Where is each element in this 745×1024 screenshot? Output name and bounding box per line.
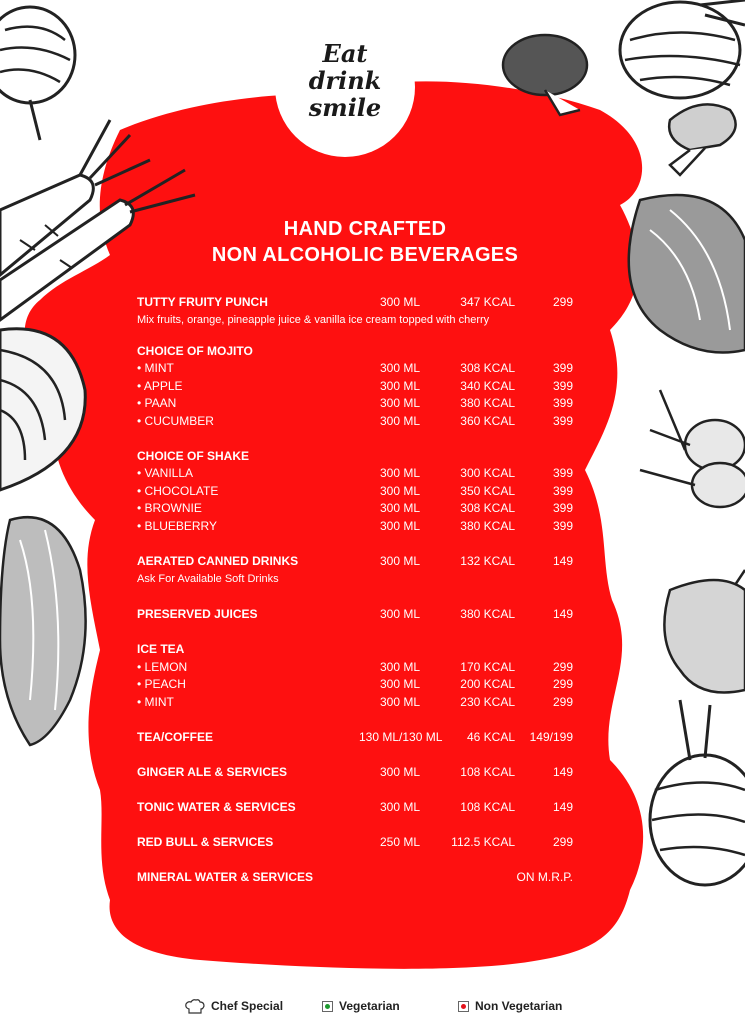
item-volume: 300 ML [380, 660, 421, 674]
item-name: • CUCUMBER [137, 414, 214, 428]
menu-heading-line2: NON ALCOHOLIC BEVERAGES [211, 244, 519, 266]
item-name: • PEACH [137, 677, 186, 691]
item-kcal: 112.5 KCAL [451, 835, 515, 849]
item-name: TONIC WATER & SERVICES [137, 800, 296, 814]
item-price: 399 [552, 519, 573, 533]
logo-line-drink: drink [308, 66, 382, 95]
item-price: 399 [552, 484, 573, 498]
bok-choy-left-icon [0, 517, 86, 745]
section-title-ice-tea [137, 641, 577, 658]
menu-item-aerated-canned-drinks [137, 553, 577, 570]
item-name: • MINT [137, 695, 174, 709]
logo-line-smile: smile [308, 93, 382, 122]
item-volume: 300 ML [380, 414, 421, 428]
item-kcal: 347 KCAL [460, 295, 515, 309]
beet-top-right-icon [620, 0, 745, 98]
section-title: ICE TEA [137, 642, 185, 656]
menu-item-preserved-juices [137, 606, 577, 623]
legend-label: Vegetarian [339, 999, 400, 1013]
section-title: CHOICE OF MOJITO [137, 344, 253, 358]
item-name: AERATED CANNED DRINKS [137, 554, 299, 568]
item-volume: 300 ML [380, 800, 421, 814]
menu-item-note [137, 571, 577, 588]
item-price: 399 [552, 361, 573, 375]
item-price: 299 [552, 695, 573, 709]
item-kcal: 200 KCAL [460, 677, 515, 691]
item-kcal: 170 KCAL [460, 660, 515, 674]
item-price: 399 [552, 501, 573, 515]
item-name: GINGER ALE & SERVICES [137, 765, 288, 779]
menu-item-ice-tea-mint [137, 694, 577, 711]
chef-hat-icon [185, 999, 205, 1015]
item-price: 299 [552, 660, 573, 674]
menu-item-shake-brownie [137, 500, 577, 517]
bell-pepper-right-icon [664, 570, 745, 693]
item-name: PRESERVED JUICES [137, 607, 258, 621]
menu-heading-line1: HAND CRAFTED [283, 218, 447, 240]
item-volume: 300 ML [380, 484, 421, 498]
item-name: • MINT [137, 361, 174, 375]
item-volume: 250 ML [380, 835, 421, 849]
item-kcal: 308 KCAL [460, 501, 515, 515]
item-volume: 300 ML [380, 765, 421, 779]
legend-vegetarian [322, 996, 400, 1016]
item-name: • VANILLA [137, 466, 194, 480]
item-name: • BLUEBERRY [137, 519, 218, 533]
item-volume: 130 ML/130 ML [359, 730, 443, 744]
item-volume: 300 ML [380, 519, 421, 533]
menu-item-shake-chocolate [137, 483, 577, 500]
non-vegetarian-icon [458, 1001, 469, 1012]
menu-item-mojito-apple [137, 378, 577, 395]
item-price: 149 [552, 800, 573, 814]
item-price: 149 [552, 765, 573, 779]
item-volume: 300 ML [380, 501, 421, 515]
item-name: • BROWNIE [137, 501, 202, 515]
item-volume: 300 ML [380, 361, 421, 375]
logo-text [300, 40, 390, 121]
radishes-right-icon [640, 390, 745, 507]
item-kcal: 380 KCAL [460, 519, 515, 533]
item-price: 299 [552, 295, 573, 309]
item-volume: 300 ML [380, 295, 421, 309]
menu-item-mojito-paan [137, 395, 577, 412]
menu-item-red-bull [137, 834, 577, 851]
item-note: Ask For Available Soft Drinks [137, 573, 279, 585]
item-kcal: 380 KCAL [460, 607, 515, 621]
item-kcal: 230 KCAL [460, 695, 515, 709]
item-kcal: 300 KCAL [460, 466, 515, 480]
lettuce-right-icon [629, 195, 745, 353]
item-price: 399 [552, 396, 573, 410]
item-volume: 300 ML [380, 379, 421, 393]
legend-label: Non Vegetarian [475, 999, 563, 1013]
item-volume: 300 ML [380, 466, 421, 480]
menu-item-tutty-fruity-punch [137, 294, 577, 311]
menu-item-ice-tea-peach [137, 676, 577, 693]
item-kcal: 132 KCAL [460, 554, 515, 568]
menu-item-tea-coffee [137, 729, 577, 746]
item-name: • LEMON [137, 660, 188, 674]
item-price: 399 [552, 379, 573, 393]
item-name: MINERAL WATER & SERVICES [137, 870, 314, 884]
item-name: RED BULL & SERVICES [137, 835, 274, 849]
item-name: • CHOCOLATE [137, 484, 219, 498]
menu-item-tonic-water [137, 799, 577, 816]
item-kcal: 360 KCAL [460, 414, 515, 428]
menu-item-mineral-water [137, 869, 577, 886]
item-price: ON M.R.P. [516, 870, 573, 884]
item-name: • PAAN [137, 396, 177, 410]
item-kcal: 46 KCAL [466, 730, 515, 744]
menu-item-description [137, 312, 577, 329]
item-kcal: 308 KCAL [460, 361, 515, 375]
section-title: CHOICE OF SHAKE [137, 449, 250, 463]
legend-non-vegetarian [458, 996, 562, 1016]
item-kcal: 340 KCAL [460, 379, 515, 393]
item-volume: 300 ML [380, 396, 421, 410]
item-volume: 300 ML [380, 695, 421, 709]
item-volume: 300 ML [380, 554, 421, 568]
item-description: Mix fruits, orange, pineapple juice & vanilla ice cream topped with cherry [137, 314, 490, 326]
menu-item-ginger-ale [137, 764, 577, 781]
legend-label: Chef Special [211, 999, 284, 1013]
menu-item-shake-blueberry [137, 518, 577, 535]
item-volume: 300 ML [380, 607, 421, 621]
item-price: 299 [552, 835, 573, 849]
item-name: • APPLE [137, 379, 183, 393]
menu-item-mojito-cucumber [137, 413, 577, 430]
item-name: TEA/COFFEE [137, 730, 214, 744]
item-kcal: 350 KCAL [460, 484, 515, 498]
item-price: 299 [552, 677, 573, 691]
item-volume: 300 ML [380, 677, 421, 691]
item-price: 399 [552, 466, 573, 480]
item-price: 149/199 [529, 730, 573, 744]
menu-item-shake-vanilla [137, 465, 577, 482]
item-price: 399 [552, 414, 573, 428]
beet-bottom-right-icon [650, 700, 745, 885]
vegetarian-icon [322, 1001, 333, 1012]
section-title-mojito [137, 343, 577, 360]
item-name: TUTTY FRUITY PUNCH [137, 295, 268, 309]
legend-chef-special [185, 996, 283, 1016]
menu-item-ice-tea-lemon [137, 659, 577, 676]
mushroom-icon [669, 104, 735, 175]
menu-item-mojito-mint [137, 360, 577, 377]
item-kcal: 380 KCAL [460, 396, 515, 410]
logo-line-eat: Eat [322, 39, 368, 68]
item-kcal: 108 KCAL [460, 765, 515, 779]
item-kcal: 108 KCAL [460, 800, 515, 814]
item-price: 149 [552, 554, 573, 568]
item-price: 149 [552, 607, 573, 621]
beet-top-left-icon [0, 7, 75, 140]
section-title-shake [137, 448, 577, 465]
